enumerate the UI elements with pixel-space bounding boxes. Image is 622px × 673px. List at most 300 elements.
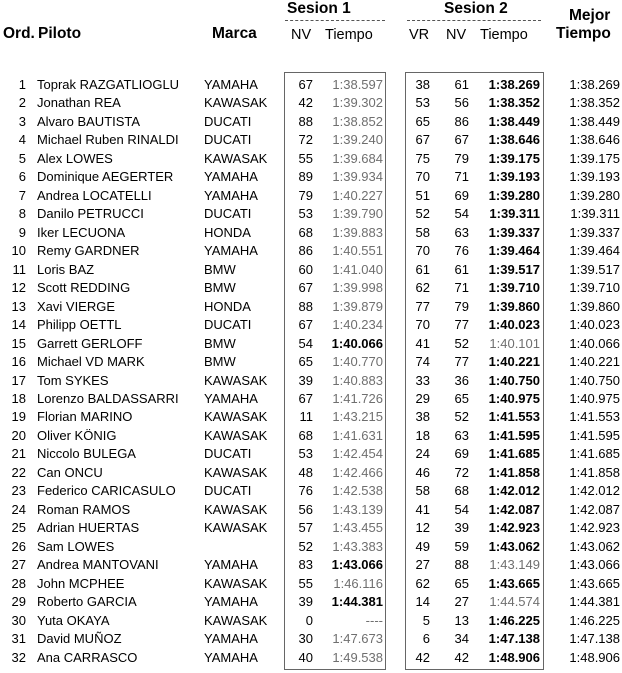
session2-time-cell: 1:43.665 [488, 575, 540, 591]
session2-time-cell: 1:39.464 [488, 243, 540, 259]
session2-laps-cell: 61 [454, 261, 469, 277]
s1-nv-header: NV [291, 27, 312, 43]
table-row [0, 168, 622, 186]
best-time-cell: 1:38.449 [569, 113, 620, 129]
best-time-cell: 1:39.193 [569, 169, 620, 185]
session2-dash-line [407, 20, 541, 21]
brand-cell: DUCATI [204, 132, 252, 148]
brand-cell: YAMAHA [204, 649, 258, 665]
session2-vr-cell: 38 [415, 77, 430, 92]
session1-time-cell: 1:41.040 [332, 261, 383, 277]
brand-cell: BMW [204, 261, 236, 277]
session2-time-cell: 1:38.352 [488, 95, 540, 111]
session2-time-cell: 1:42.923 [488, 520, 540, 536]
session2-vr-cell: 42 [415, 649, 430, 665]
session1-time-cell: 1:43.383 [332, 538, 383, 554]
table-row [0, 372, 622, 390]
rider-name-cell: Can ONCU [37, 464, 103, 480]
table-row [0, 113, 622, 131]
session1-laps-cell: 89 [298, 169, 313, 185]
s2-vr-header: VR [409, 27, 430, 43]
table-row [0, 519, 622, 537]
session1-time-cell: 1:39.998 [332, 280, 383, 296]
session2-laps-cell: 77 [454, 317, 469, 333]
brand-cell: DUCATI [204, 206, 252, 222]
session2-time-cell: 1:39.175 [488, 150, 540, 166]
position-cell: 20 [11, 427, 26, 443]
session1-laps-cell: 86 [298, 243, 313, 259]
session1-laps-cell: 0 [305, 612, 313, 628]
session2-time-cell: 1:38.449 [488, 113, 540, 129]
session2-time-cell: 1:39.860 [488, 298, 540, 314]
session1-time-cell: ---- [365, 612, 383, 628]
session1-time-cell: 1:43.139 [332, 501, 383, 517]
session2-time-cell: 1:40.101 [489, 335, 540, 351]
best-time-cell: 1:38.646 [569, 132, 620, 148]
rider-name-cell: Andrea MANTOVANI [37, 557, 159, 573]
session2-vr-cell: 41 [415, 501, 430, 517]
brand-cell: YAMAHA [204, 169, 258, 185]
rider-name-cell: Scott REDDING [37, 280, 131, 296]
session1-laps-cell: 55 [298, 575, 313, 591]
session2-vr-cell: 12 [415, 520, 430, 536]
position-cell: 4 [18, 132, 26, 148]
session2-time-cell: 1:44.574 [489, 594, 540, 610]
rider-name-cell: Iker LECUONA [37, 224, 126, 240]
session2-laps-cell: 72 [454, 464, 469, 480]
position-cell: 25 [11, 520, 26, 536]
brand-cell: KAWASAK [204, 464, 268, 480]
position-cell: 15 [11, 335, 26, 351]
session2-laps-cell: 69 [454, 187, 469, 203]
brand-cell: KAWASAK [204, 150, 268, 166]
session1-laps-cell: 88 [298, 298, 313, 314]
rider-name-cell: Andrea LOCATELLI [37, 187, 152, 203]
session1-laps-cell: 68 [298, 224, 313, 240]
brand-cell: YAMAHA [204, 631, 258, 647]
session1-time-cell: 1:38.852 [332, 113, 383, 129]
session2-vr-cell: 27 [415, 557, 430, 573]
session2-vr-cell: 29 [415, 390, 430, 406]
session2-laps-cell: 71 [454, 169, 469, 185]
session1-time-cell: 1:39.790 [332, 206, 383, 222]
position-cell: 27 [11, 557, 26, 573]
brand-cell: YAMAHA [204, 243, 258, 259]
session2-vr-cell: 61 [415, 261, 430, 277]
session2-laps-cell: 27 [454, 594, 469, 610]
session1-time-cell: 1:43.215 [332, 409, 383, 425]
brand-cell: BMW [204, 354, 236, 370]
session2-time-cell: 1:40.975 [488, 390, 540, 406]
session2-vr-cell: 75 [415, 150, 430, 166]
session1-laps-cell: 39 [298, 372, 313, 388]
table-row [0, 279, 622, 297]
session2-vr-cell: 70 [415, 317, 430, 333]
brand-cell: KAWASAK [204, 612, 268, 628]
session2-time-cell: 1:39.517 [488, 261, 540, 277]
session1-laps-cell: 65 [298, 354, 313, 370]
rider-name-cell: Toprak RAZGATLIOGLU [37, 77, 180, 92]
rider-name-cell: Michael VD MARK [37, 354, 145, 370]
best-time-cell: 1:47.138 [569, 631, 620, 647]
best-time-cell: 1:42.923 [569, 520, 620, 536]
session1-laps-cell: 72 [298, 132, 313, 148]
best-time-cell: 1:39.710 [569, 280, 620, 296]
best-time-cell: 1:43.066 [569, 557, 620, 573]
session1-laps-cell: 53 [298, 446, 313, 462]
session1-time-cell: 1:42.538 [332, 483, 383, 499]
position-cell: 3 [18, 113, 26, 129]
session1-time-cell: 1:39.883 [332, 224, 383, 240]
session2-vr-cell: 24 [415, 446, 430, 462]
session1-title: Sesion 1 [287, 0, 351, 17]
table-row [0, 335, 622, 353]
session2-laps-cell: 68 [454, 483, 469, 499]
rider-name-cell: Philipp OETTL [37, 317, 122, 333]
rider-name-cell: Garrett GERLOFF [37, 335, 143, 351]
rider-name-cell: Remy GARDNER [37, 243, 140, 259]
session1-laps-cell: 68 [298, 427, 313, 443]
brand-cell: YAMAHA [204, 390, 258, 406]
rider-name-cell: Yuta OKAYA [37, 612, 110, 628]
best-time-cell: 1:39.337 [569, 224, 620, 240]
position-cell: 31 [11, 631, 26, 647]
position-cell: 5 [18, 150, 26, 166]
session2-laps-cell: 76 [454, 243, 469, 259]
position-cell: 26 [11, 538, 26, 554]
position-cell: 6 [18, 169, 26, 185]
session2-vr-cell: 70 [415, 243, 430, 259]
session2-vr-cell: 62 [415, 575, 430, 591]
table-row [0, 390, 622, 408]
best-time-cell: 1:43.062 [569, 538, 620, 554]
best-time-cell: 1:40.975 [569, 390, 620, 406]
session2-time-cell: 1:39.280 [488, 187, 540, 203]
rider-name-cell: Dominique AEGERTER [37, 169, 174, 185]
brand-cell: HONDA [204, 298, 251, 314]
session1-laps-cell: 83 [298, 557, 313, 573]
session2-vr-cell: 18 [415, 427, 430, 443]
session2-time-cell: 1:39.311 [489, 206, 540, 222]
session1-time-cell: 1:49.538 [332, 649, 383, 665]
session2-vr-cell: 51 [415, 187, 430, 203]
table-row [0, 261, 622, 279]
session1-laps-cell: 60 [298, 261, 313, 277]
table-row [0, 205, 622, 223]
session2-time-cell: 1:40.221 [488, 354, 540, 370]
best-time-cell: 1:38.269 [569, 77, 620, 92]
session1-laps-cell: 48 [298, 464, 313, 480]
table-row [0, 316, 622, 334]
best-time-cell: 1:39.860 [569, 298, 620, 314]
session1-laps-cell: 57 [298, 520, 313, 536]
session2-time-cell: 1:38.269 [488, 77, 540, 92]
table-row [0, 575, 622, 593]
position-cell: 24 [11, 501, 26, 517]
session2-time-cell: 1:40.023 [488, 317, 540, 333]
brand-cell: HONDA [204, 224, 251, 240]
session2-vr-cell: 58 [415, 224, 430, 240]
session1-laps-cell: 53 [298, 206, 313, 222]
position-cell: 11 [12, 261, 26, 277]
session2-time-cell: 1:39.710 [488, 280, 540, 296]
rider-name-cell: Florian MARINO [37, 409, 133, 425]
position-cell: 2 [18, 95, 26, 111]
session2-time-cell: 1:40.750 [488, 372, 540, 388]
session2-title: Sesion 2 [444, 0, 508, 17]
s2-time-header: Tiempo [480, 27, 528, 43]
table-row [0, 538, 622, 556]
session2-laps-cell: 79 [454, 150, 469, 166]
session1-laps-cell: 79 [298, 187, 313, 203]
session1-laps-cell: 39 [298, 594, 313, 610]
s2-nv-header: NV [446, 27, 467, 43]
position-cell: 13 [11, 298, 26, 314]
position-cell: 1 [18, 77, 26, 92]
session1-time-cell: 1:40.551 [332, 243, 383, 259]
session2-time-cell: 1:38.646 [488, 132, 540, 148]
session2-time-cell: 1:41.553 [488, 409, 540, 425]
session2-laps-cell: 63 [454, 224, 469, 240]
session1-time-cell: 1:41.726 [332, 390, 383, 406]
position-cell: 19 [11, 409, 26, 425]
session1-laps-cell: 52 [298, 538, 313, 554]
brand-cell: YAMAHA [204, 594, 258, 610]
rider-name-cell: Alex LOWES [37, 150, 113, 166]
session1-laps-cell: 67 [298, 390, 313, 406]
rider-name-cell: Ana CARRASCO [37, 649, 138, 665]
session2-vr-cell: 6 [422, 631, 430, 647]
session1-time-cell: 1:38.597 [332, 77, 383, 92]
session2-vr-cell: 58 [415, 483, 430, 499]
session1-laps-cell: 40 [298, 649, 313, 665]
session2-time-cell: 1:46.225 [488, 612, 540, 628]
session2-laps-cell: 36 [454, 372, 469, 388]
brand-cell: YAMAHA [204, 187, 258, 203]
session1-laps-cell: 55 [298, 150, 313, 166]
session2-time-cell: 1:39.193 [488, 169, 540, 185]
best-time-cell: 1:40.066 [569, 335, 620, 351]
table-row [0, 242, 622, 260]
table-row [0, 427, 622, 445]
session2-laps-cell: 56 [454, 95, 469, 111]
session2-vr-cell: 53 [415, 95, 430, 111]
rider-name-cell: David MUÑOZ [37, 631, 122, 647]
position-cell: 23 [11, 483, 26, 499]
best-time-cell: 1:44.381 [569, 594, 620, 610]
best-time-cell: 1:40.221 [569, 354, 620, 370]
position-cell: 18 [11, 390, 26, 406]
session2-vr-cell: 49 [415, 538, 430, 554]
session1-time-cell: 1:40.227 [332, 187, 383, 203]
brand-cell: YAMAHA [204, 557, 258, 573]
best-time-cell: 1:41.553 [569, 409, 620, 425]
position-cell: 28 [11, 575, 26, 591]
session1-laps-cell: 76 [298, 483, 313, 499]
session1-time-cell: 1:39.302 [332, 95, 383, 111]
session1-time-cell: 1:43.066 [331, 557, 383, 573]
session1-laps-cell: 11 [299, 409, 313, 425]
position-cell: 22 [11, 464, 26, 480]
session1-time-cell: 1:46.116 [333, 575, 383, 591]
table-row [0, 501, 622, 519]
session2-vr-cell: 52 [415, 206, 430, 222]
table-row [0, 150, 622, 168]
brand-cell: KAWASAK [204, 575, 268, 591]
rider-name-cell: Jonathan REA [37, 95, 121, 111]
session2-time-cell: 1:41.858 [488, 464, 540, 480]
brand-cell: BMW [204, 335, 236, 351]
position-cell: 7 [18, 187, 26, 203]
best-time-cell: 1:40.750 [569, 372, 620, 388]
rider-name-cell: Adrian HUERTAS [37, 520, 140, 536]
position-cell: 12 [11, 280, 26, 296]
position-cell: 16 [11, 354, 26, 370]
table-row [0, 187, 622, 205]
session2-time-cell: 1:43.062 [488, 538, 540, 554]
best-time-header-line1: Mejor [569, 7, 611, 24]
rider-name-cell: Roberto GARCIA [37, 594, 137, 610]
best-time-cell: 1:39.311 [570, 206, 620, 222]
session1-laps-cell: 88 [298, 113, 313, 129]
brand-cell: YAMAHA [204, 77, 258, 92]
session2-laps-cell: 77 [454, 354, 469, 370]
session1-time-cell: 1:40.234 [332, 317, 383, 333]
rider-name-cell: Lorenzo BALDASSARRI [37, 390, 179, 406]
best-time-cell: 1:46.225 [569, 612, 620, 628]
best-time-cell: 1:43.665 [569, 575, 620, 591]
position-cell: 29 [11, 594, 26, 610]
session1-laps-cell: 67 [298, 77, 313, 92]
table-row [0, 445, 622, 463]
session2-laps-cell: 65 [454, 390, 469, 406]
session2-laps-cell: 79 [454, 298, 469, 314]
session2-vr-cell: 62 [415, 280, 430, 296]
table-row [0, 131, 622, 149]
session2-vr-cell: 74 [415, 354, 430, 370]
rider-name-cell: Niccolo BULEGA [37, 446, 136, 462]
session2-vr-cell: 65 [415, 113, 430, 129]
rider-name-cell: Roman RAMOS [37, 501, 131, 517]
session1-time-cell: 1:40.883 [332, 372, 383, 388]
brand-cell: BMW [204, 280, 236, 296]
session1-time-cell: 1:47.673 [332, 631, 383, 647]
brand-cell: KAWASAK [204, 501, 268, 517]
session2-laps-cell: 88 [454, 557, 469, 573]
best-time-cell: 1:41.685 [569, 446, 620, 462]
rider-name-cell: Xavi VIERGE [37, 298, 116, 314]
session1-time-cell: 1:44.381 [331, 594, 383, 610]
table-row [0, 593, 622, 611]
position-cell: 17 [11, 372, 26, 388]
rider-name-cell: Michael Ruben RINALDI [37, 132, 179, 148]
session2-laps-cell: 42 [454, 649, 469, 665]
session2-laps-cell: 86 [454, 113, 469, 129]
best-time-cell: 1:41.595 [569, 427, 620, 443]
session2-vr-cell: 46 [415, 464, 430, 480]
session2-time-cell: 1:41.595 [488, 427, 540, 443]
position-cell: 8 [18, 206, 26, 222]
session1-laps-cell: 67 [298, 317, 313, 333]
brand-header: Marca [212, 25, 257, 42]
rider-name-cell: Federico CARICASULO [37, 483, 176, 499]
session2-time-cell: 1:48.906 [488, 649, 540, 665]
table-row [0, 94, 622, 112]
best-time-cell: 1:39.464 [569, 243, 620, 259]
session2-vr-cell: 77 [415, 298, 430, 314]
session2-laps-cell: 52 [454, 335, 469, 351]
best-time-cell: 1:39.517 [569, 261, 620, 277]
best-time-cell: 1:38.352 [569, 95, 620, 111]
rider-name-cell: Danilo PETRUCCI [37, 206, 144, 222]
table-row [0, 76, 622, 94]
table-row [0, 630, 622, 648]
table-row [0, 408, 622, 426]
session2-time-cell: 1:39.337 [488, 224, 540, 240]
session1-time-cell: 1:42.454 [332, 446, 383, 462]
session2-laps-cell: 67 [454, 132, 469, 148]
session2-laps-cell: 54 [454, 206, 469, 222]
table-row [0, 224, 622, 242]
best-time-cell: 1:48.906 [569, 649, 620, 665]
position-cell: 9 [18, 224, 26, 240]
session1-time-cell: 1:42.466 [332, 464, 383, 480]
session2-laps-cell: 13 [454, 612, 469, 628]
session1-time-cell: 1:40.770 [332, 354, 383, 370]
rider-name-cell: Sam LOWES [37, 538, 115, 554]
brand-cell: KAWASAK [204, 409, 268, 425]
session1-time-cell: 1:40.066 [331, 335, 383, 351]
best-time-cell: 1:40.023 [569, 317, 620, 333]
brand-cell: KAWASAK [204, 95, 268, 111]
brand-cell: KAWASAK [204, 520, 268, 536]
session2-time-cell: 1:42.087 [488, 501, 540, 517]
table-row [0, 556, 622, 574]
table-row [0, 353, 622, 371]
session2-time-cell: 1:47.138 [488, 631, 540, 647]
position-cell: 14 [11, 317, 26, 333]
best-time-cell: 1:39.280 [569, 187, 620, 203]
position-cell: 10 [11, 243, 26, 259]
best-time-cell: 1:41.858 [569, 464, 620, 480]
position-cell: 30 [11, 612, 26, 628]
session1-laps-cell: 67 [298, 280, 313, 296]
brand-cell: KAWASAK [204, 427, 268, 443]
best-time-cell: 1:42.087 [569, 501, 620, 517]
table-row [0, 482, 622, 500]
session2-laps-cell: 39 [454, 520, 469, 536]
brand-cell: DUCATI [204, 113, 252, 129]
rider-name-cell: Tom SYKES [37, 372, 109, 388]
session1-time-cell: 1:43.455 [332, 520, 383, 536]
session2-laps-cell: 52 [454, 409, 469, 425]
position-cell: 21 [11, 446, 26, 462]
session1-laps-cell: 42 [298, 95, 313, 111]
rider-header: Piloto [38, 25, 82, 42]
session1-laps-cell: 30 [298, 631, 313, 647]
session2-laps-cell: 65 [454, 575, 469, 591]
session2-time-cell: 1:43.149 [489, 557, 540, 573]
session1-time-cell: 1:41.631 [332, 427, 383, 443]
session2-vr-cell: 41 [415, 335, 430, 351]
brand-cell: DUCATI [204, 446, 252, 462]
rider-name-cell: John MCPHEE [37, 575, 125, 591]
session1-laps-cell: 56 [298, 501, 313, 517]
session1-time-cell: 1:39.684 [332, 150, 383, 166]
session2-vr-cell: 70 [415, 169, 430, 185]
table-row [0, 298, 622, 316]
brand-cell: DUCATI [204, 317, 252, 333]
